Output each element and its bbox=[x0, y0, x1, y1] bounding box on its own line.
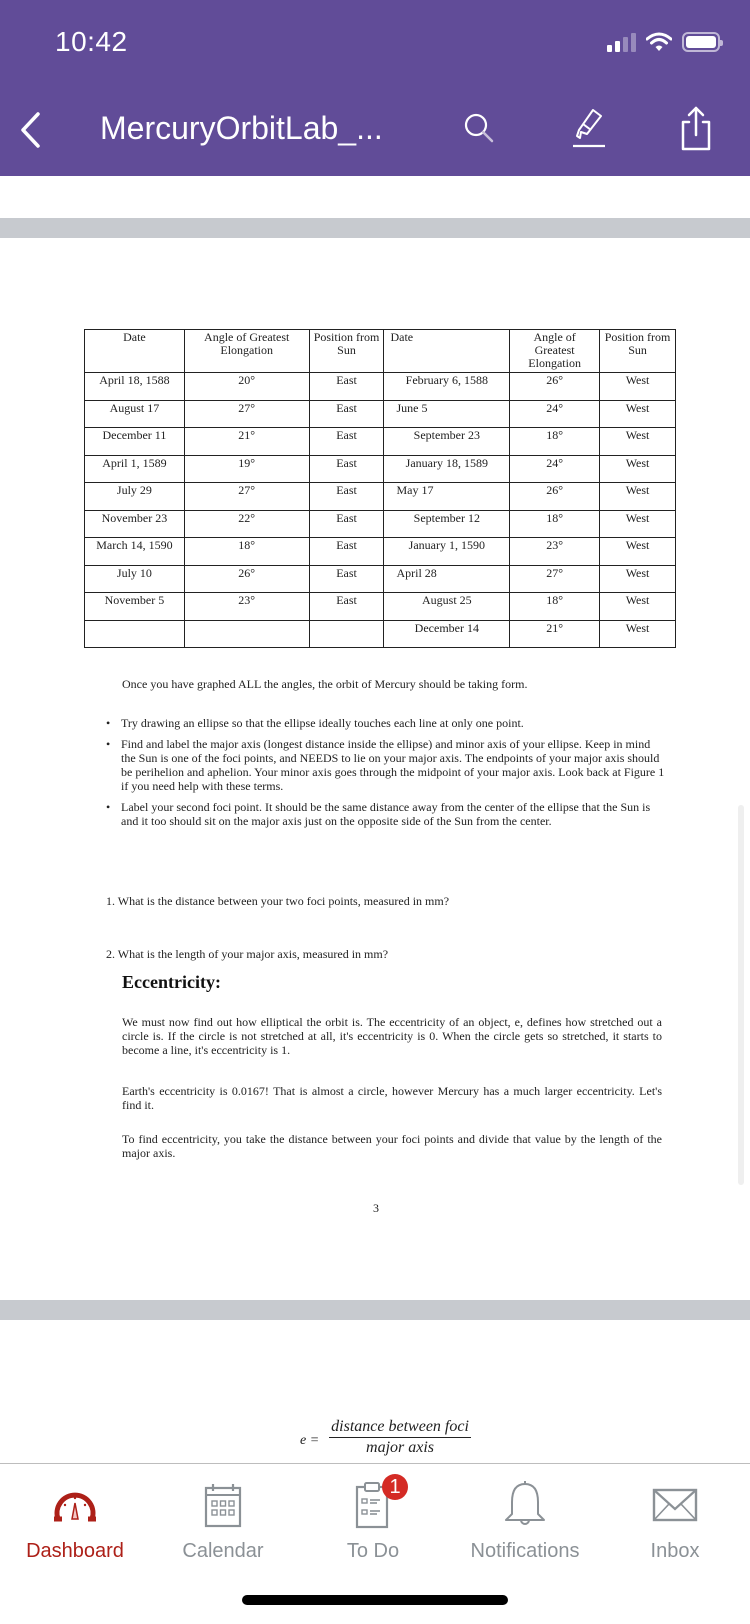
share-icon bbox=[675, 105, 715, 153]
cell-angle bbox=[184, 620, 309, 648]
cell-date: December 14 bbox=[384, 620, 510, 648]
cell-angle: 26° bbox=[184, 565, 309, 593]
question-1: 1. What is the distance between your two foci points, measured in mm? bbox=[106, 894, 450, 908]
cell-position: East bbox=[309, 373, 384, 401]
cell-position: West bbox=[600, 510, 676, 538]
eccentricity-paragraph: We must now find out how elliptical the orbit is. The eccentricity of an object, e, defines how stretched out a circle is. If the circle is not stretched at all, it's eccentricity is 0. When the circle gets so stretched, it starts to become a line, it's eccentricity is 1. bbox=[122, 1015, 662, 1057]
instruction-list bbox=[106, 716, 666, 835]
col-header: Position from Sun bbox=[309, 330, 384, 373]
cell-position: East bbox=[309, 510, 384, 538]
cell-angle: 18° bbox=[510, 593, 600, 621]
section-heading: Eccentricity: bbox=[122, 972, 221, 992]
cell-position: East bbox=[309, 428, 384, 456]
envelope-icon bbox=[650, 1480, 700, 1530]
nav-bar bbox=[0, 100, 750, 160]
cell-angle: 23° bbox=[184, 593, 309, 621]
status-icons bbox=[607, 32, 720, 52]
back-button[interactable] bbox=[14, 108, 48, 152]
tab-label: Dashboard bbox=[26, 1540, 124, 1562]
cell-position: West bbox=[600, 400, 676, 428]
cell-position: West bbox=[600, 428, 676, 456]
cell-angle: 18° bbox=[510, 428, 600, 456]
cell-angle: 26° bbox=[510, 373, 600, 401]
cell-position: East bbox=[309, 538, 384, 566]
cell-position: West bbox=[600, 593, 676, 621]
cell-date: April 18, 1588 bbox=[85, 373, 185, 401]
col-header: Date bbox=[85, 330, 185, 373]
cell-date: January 1, 1590 bbox=[384, 538, 510, 566]
battery-icon bbox=[682, 32, 720, 52]
table-row bbox=[85, 620, 676, 648]
cell-date: January 18, 1589 bbox=[384, 455, 510, 483]
eccentricity-formula bbox=[300, 1418, 471, 1457]
cell-date: March 14, 1590 bbox=[85, 538, 185, 566]
share-button[interactable] bbox=[672, 106, 718, 152]
cell-angle: 19° bbox=[184, 455, 309, 483]
cell-position: East bbox=[309, 593, 384, 621]
tab-todo[interactable] bbox=[298, 1464, 448, 1564]
cell-angle: 21° bbox=[184, 428, 309, 456]
cell-position: East bbox=[309, 483, 384, 511]
cell-date: September 23 bbox=[384, 428, 510, 456]
tab-dashboard[interactable] bbox=[0, 1464, 150, 1564]
table-row bbox=[85, 593, 676, 621]
tab-notifications[interactable] bbox=[450, 1464, 600, 1564]
table-row bbox=[85, 373, 676, 401]
page-separator bbox=[0, 218, 750, 238]
todo-count-badge: 1 bbox=[382, 1474, 408, 1500]
cell-date: February 6, 1588 bbox=[384, 373, 510, 401]
tab-label: To Do bbox=[346, 1540, 400, 1562]
table-row bbox=[85, 428, 676, 456]
cell-position: East bbox=[309, 455, 384, 483]
highlighter-icon bbox=[569, 106, 609, 152]
cell-angle: 21° bbox=[510, 620, 600, 648]
question-2: 2. What is the length of your major axis, measured in mm? bbox=[106, 947, 389, 961]
cell-date: August 25 bbox=[384, 593, 510, 621]
cell-date: November 5 bbox=[85, 593, 185, 621]
search-icon bbox=[462, 112, 496, 146]
cellular-signal-icon bbox=[607, 32, 636, 52]
cell-date: July 29 bbox=[85, 483, 185, 511]
elongation-table bbox=[84, 329, 676, 648]
cell-date: July 10 bbox=[85, 565, 185, 593]
list-item: • Label your second foci point. It should be the same distance away from the center of the ellipse that the Sun is and it too should sit on the major axis just on the opposite side of the Sun from the center. bbox=[106, 800, 666, 828]
table-row bbox=[85, 510, 676, 538]
col-header: Date bbox=[384, 330, 510, 373]
col-header: Angle of Greatest Elongation bbox=[184, 330, 309, 373]
cell-date: June 5 bbox=[384, 400, 510, 428]
col-header: Angle of Greatest Elongation bbox=[510, 330, 600, 373]
cell-position: West bbox=[600, 373, 676, 401]
cell-angle: 20° bbox=[184, 373, 309, 401]
cell-position: West bbox=[600, 483, 676, 511]
tab-label: Calendar bbox=[182, 1540, 264, 1562]
cell-angle: 26° bbox=[510, 483, 600, 511]
list-item: • Find and label the major axis (longest distance inside the ellipse) and minor axis of your ellipse. Keep in mind the Sun is one of the foci points, and NEEDS to lie on your major axis. The endpoints of your major axis should be perihelion and aphelion. Your minor axis goes through the midpoint of your major axis. Look back at Figure 1 if you need help with these terms. bbox=[106, 737, 666, 793]
dashboard-gauge-icon bbox=[50, 1480, 100, 1530]
table-row bbox=[85, 400, 676, 428]
cell-position: East bbox=[309, 400, 384, 428]
tab-label: Notifications bbox=[470, 1540, 580, 1562]
document-title: MercuryOrbitLab_... bbox=[100, 110, 383, 146]
cell-position bbox=[309, 620, 384, 648]
cell-angle: 27° bbox=[510, 565, 600, 593]
cell-position: East bbox=[309, 565, 384, 593]
cell-angle: 27° bbox=[184, 400, 309, 428]
formula-numerator: distance between foci bbox=[329, 1418, 471, 1438]
app-header bbox=[0, 0, 750, 176]
table-row bbox=[85, 483, 676, 511]
formula-lhs: e = bbox=[300, 1432, 320, 1448]
earth-paragraph: Earth's eccentricity is 0.0167! That is almost a circle, however Mercury has a much larger eccentricity. Let's find it. bbox=[122, 1084, 662, 1112]
cell-date bbox=[85, 620, 185, 648]
cell-angle: 24° bbox=[510, 400, 600, 428]
cell-angle: 18° bbox=[510, 510, 600, 538]
tab-label: Inbox bbox=[650, 1540, 700, 1562]
cell-angle: 27° bbox=[184, 483, 309, 511]
tab-calendar[interactable] bbox=[148, 1464, 298, 1564]
tab-inbox[interactable] bbox=[600, 1464, 750, 1564]
list-item: • Try drawing an ellipse so that the ellipse ideally touches each line at only one point. bbox=[106, 716, 666, 730]
col-header: Position from Sun bbox=[600, 330, 676, 373]
calendar-icon bbox=[198, 1480, 248, 1530]
cell-date: August 17 bbox=[85, 400, 185, 428]
method-paragraph: To find eccentricity, you take the distance between your foci points and divide that value by the length of the major axis. bbox=[122, 1132, 662, 1160]
bell-icon bbox=[500, 1480, 550, 1530]
wifi-icon bbox=[646, 32, 672, 52]
cell-date: April 28 bbox=[384, 565, 510, 593]
table-row bbox=[85, 455, 676, 483]
home-indicator[interactable] bbox=[242, 1595, 508, 1605]
status-time: 10:42 bbox=[55, 26, 128, 57]
formula-fraction bbox=[329, 1418, 471, 1457]
cell-date: September 12 bbox=[384, 510, 510, 538]
table-header-row bbox=[85, 330, 676, 373]
annotate-button[interactable] bbox=[566, 106, 612, 152]
intro-text: Once you have graphed ALL the angles, the orbit of Mercury should be taking form. bbox=[122, 677, 528, 691]
chevron-left-icon bbox=[14, 108, 48, 152]
page-number: 3 bbox=[373, 1201, 379, 1215]
table-row bbox=[85, 538, 676, 566]
cell-date: November 23 bbox=[85, 510, 185, 538]
cell-angle: 24° bbox=[510, 455, 600, 483]
cell-angle: 23° bbox=[510, 538, 600, 566]
table-row bbox=[85, 565, 676, 593]
page-separator bbox=[0, 1300, 750, 1320]
cell-position: West bbox=[600, 455, 676, 483]
cell-date: December 11 bbox=[85, 428, 185, 456]
cell-position: West bbox=[600, 538, 676, 566]
cell-angle: 22° bbox=[184, 510, 309, 538]
cell-position: West bbox=[600, 565, 676, 593]
cell-position: West bbox=[600, 620, 676, 648]
cell-date: April 1, 1589 bbox=[85, 455, 185, 483]
cell-angle: 18° bbox=[184, 538, 309, 566]
formula-denominator: major axis bbox=[366, 1439, 435, 1456]
cell-date: May 17 bbox=[384, 483, 510, 511]
scrollbar[interactable] bbox=[738, 805, 744, 1185]
search-button[interactable] bbox=[456, 106, 502, 152]
